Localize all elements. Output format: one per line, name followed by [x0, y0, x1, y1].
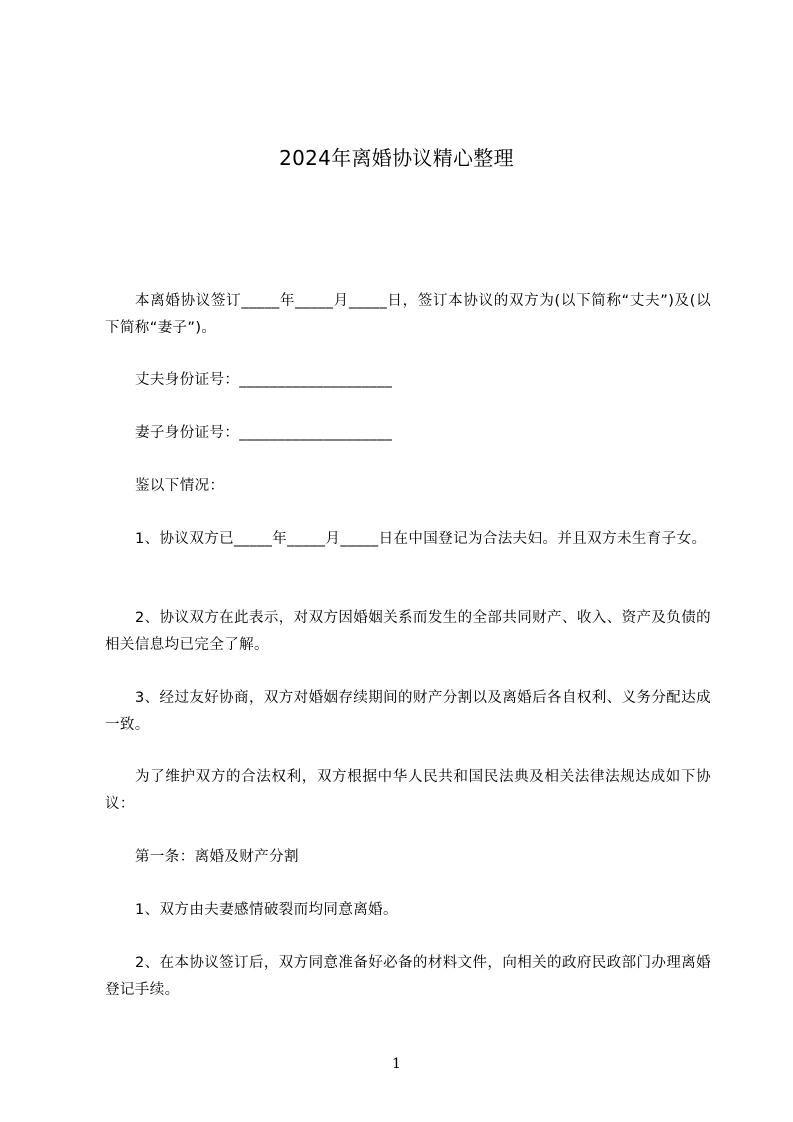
article-one-item-2: 2、在本协议签订后，双方同意准备好必备的材料文件，向相关的政府民政部门办理离婚登记手续。 [105, 955, 711, 998]
paragraph-clause-3: 3、经过友好协商，双方对婚姻存续期间的财产分割以及离婚后各自权利、义务分配达成一致。 [105, 690, 711, 733]
paragraph-clause-2: 2、协议双方在此表示，对双方因婚姻关系而发生的全部共同财产、收入、资产及负债的相关信息均已完全了解。 [105, 610, 711, 653]
paragraph-purpose: 为了维护双方的合法权利，双方根据中华人民共和国民法典及相关法律法规达成如下协议： [105, 769, 711, 812]
document-title: 2024年离婚协议精心整理 [279, 146, 514, 170]
article-one-item-1: 1、双方由夫妻感情破裂而均同意离婚。 [135, 902, 398, 918]
page-number: 1 [392, 1056, 401, 1072]
article-one-heading: 第一条：离婚及财产分割 [135, 849, 299, 865]
paragraph-intro: 本离婚协议签订_____年_____月_____日，签订本协议的双方为(以下简称“丈夫”)及(以下简称“妻子”)。 [105, 293, 711, 336]
paragraph-husband-id: 丈夫身份证号：____________________ [135, 372, 393, 388]
paragraph-clause-1: 1、协议双方已_____年_____月_____日在中国登记为合法夫妇。并且双方未生育子女。 [135, 531, 707, 547]
paragraph-whereas: 鉴以下情况： [135, 478, 225, 494]
paragraph-wife-id: 妻子身份证号：____________________ [135, 425, 393, 441]
